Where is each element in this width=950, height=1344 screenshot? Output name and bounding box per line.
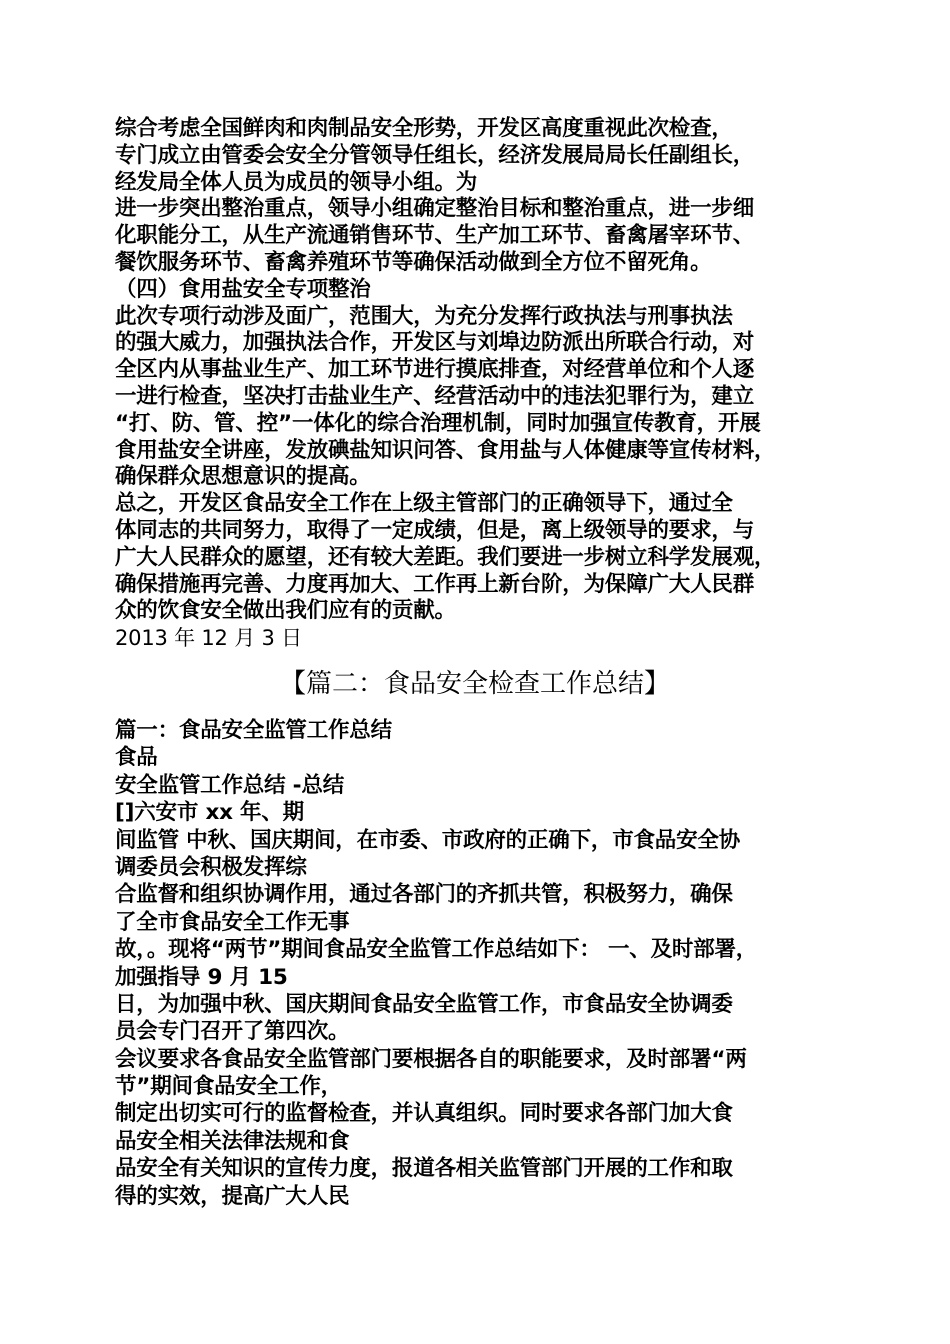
text-line: “打、防、管、控”一体化的综合治理机制，同时加强宣传教育，开展 <box>115 410 761 436</box>
text-line: 品安全相关法律法规和食 <box>115 1128 350 1154</box>
text-line: 全区内从事盐业生产、加工环节进行摸底排查，对经营单位和个人逐 <box>115 357 755 383</box>
text-line: 食用盐安全讲座，发放碘盐知识问答、食用盐与人体健康等宣传材料， <box>115 437 776 463</box>
document-date: 2013 年 12 月 3 日 <box>115 626 302 651</box>
text-line: 专门成立由管委会安全分管领导任组长，经济发展局局长任副组长， <box>115 142 755 168</box>
text-line: 得的实效，提高广大人民 <box>115 1183 350 1209</box>
text-line: 了全市食品安全工作无事 <box>115 909 350 935</box>
text-line: 调委员会积极发挥综 <box>115 854 307 880</box>
article-title: 【篇二：食品安全检查工作总结】 <box>279 669 670 699</box>
text-line: 确保措施再完善、力度再加大、工作再上新台阶，为保障广大人民群 <box>115 571 755 597</box>
text-line: 加强指导 9 月 15 <box>115 964 288 990</box>
text-line: 的强大威力，加强执法合作，开发区与刘埠边防派出所联合行动，对 <box>115 330 755 356</box>
section-one-text <box>115 116 855 652</box>
text-line: 经发局全体人员为成员的领导小组。为 <box>115 169 478 195</box>
text-line: 体同志的共同努力，取得了一定成绩，但是，离上级领导的要求，与 <box>115 517 755 543</box>
text-line: 餐饮服务环节、畜禽养殖环节等确保活动做到全方位不留死角。 <box>115 249 712 275</box>
text-line: 员会专门召开了第四次。 <box>115 1019 350 1045</box>
text-line: 食品 <box>115 745 158 771</box>
text-line: 综合考虑全国鲜肉和肉制品安全形势，开发区高度重视此次检查， <box>115 116 733 141</box>
text-line: 确保群众思想意识的提高。 <box>115 464 371 490</box>
text-line: 品安全有关知识的宣传力度，报道各相关监管部门开展的工作和取 <box>115 1156 733 1182</box>
text-line: 间监管 中秋、国庆期间，在市委、市政府的正确下，市食品安全协 <box>115 827 740 853</box>
text-line: 故，。现将“两节”期间食品安全监管工作总结如下： 一、及时部署， <box>115 937 758 963</box>
text-line: 安全监管工作总结 -总结 <box>115 772 345 798</box>
text-line: 日，为加强中秋、国庆期间食品安全监管工作，市食品安全协调委 <box>115 991 733 1017</box>
text-line: 众的饮食安全做出我们应有的贡献。 <box>115 598 456 624</box>
section-heading: （四）食用盐安全专项整治 <box>115 276 371 302</box>
text-line: 进一步突出整治重点，领导小组确定整治目标和整治重点，进一步细 <box>115 196 755 222</box>
text-line: 会议要求各食品安全监管部门要根据各自的职能要求，及时部署“两 <box>115 1046 747 1072</box>
text-line: 总之，开发区食品安全工作在上级主管部门的正确领导下，通过全 <box>115 491 733 517</box>
text-line: 此次专项行动涉及面广，范围大，为充分发挥行政执法与刑事执法 <box>115 303 733 329</box>
text-line: []六安市 xx 年、期 <box>115 800 304 826</box>
text-line: 制定出切实可行的监督检查，并认真组织。同时要求各部门加大食 <box>115 1101 733 1127</box>
text-line: 化职能分工，从生产流通销售环节、生产加工环节、畜禽屠宰环节、 <box>115 223 755 249</box>
section-two-text <box>115 717 855 1210</box>
text-line: 广大人民群众的愿望，还有较大差距。我们要进一步树立科学发展观， <box>115 544 776 570</box>
text-line: 合监督和组织协调作用，通过各部门的齐抓共管，积极努力，确保 <box>115 882 733 908</box>
subheading: 篇一：食品安全监管工作总结 <box>115 718 392 743</box>
text-line: 节”期间食品安全工作， <box>115 1074 342 1100</box>
text-line: 一进行检查，坚决打击盐业生产、经营活动中的违法犯罪行为，建立 <box>115 383 755 409</box>
